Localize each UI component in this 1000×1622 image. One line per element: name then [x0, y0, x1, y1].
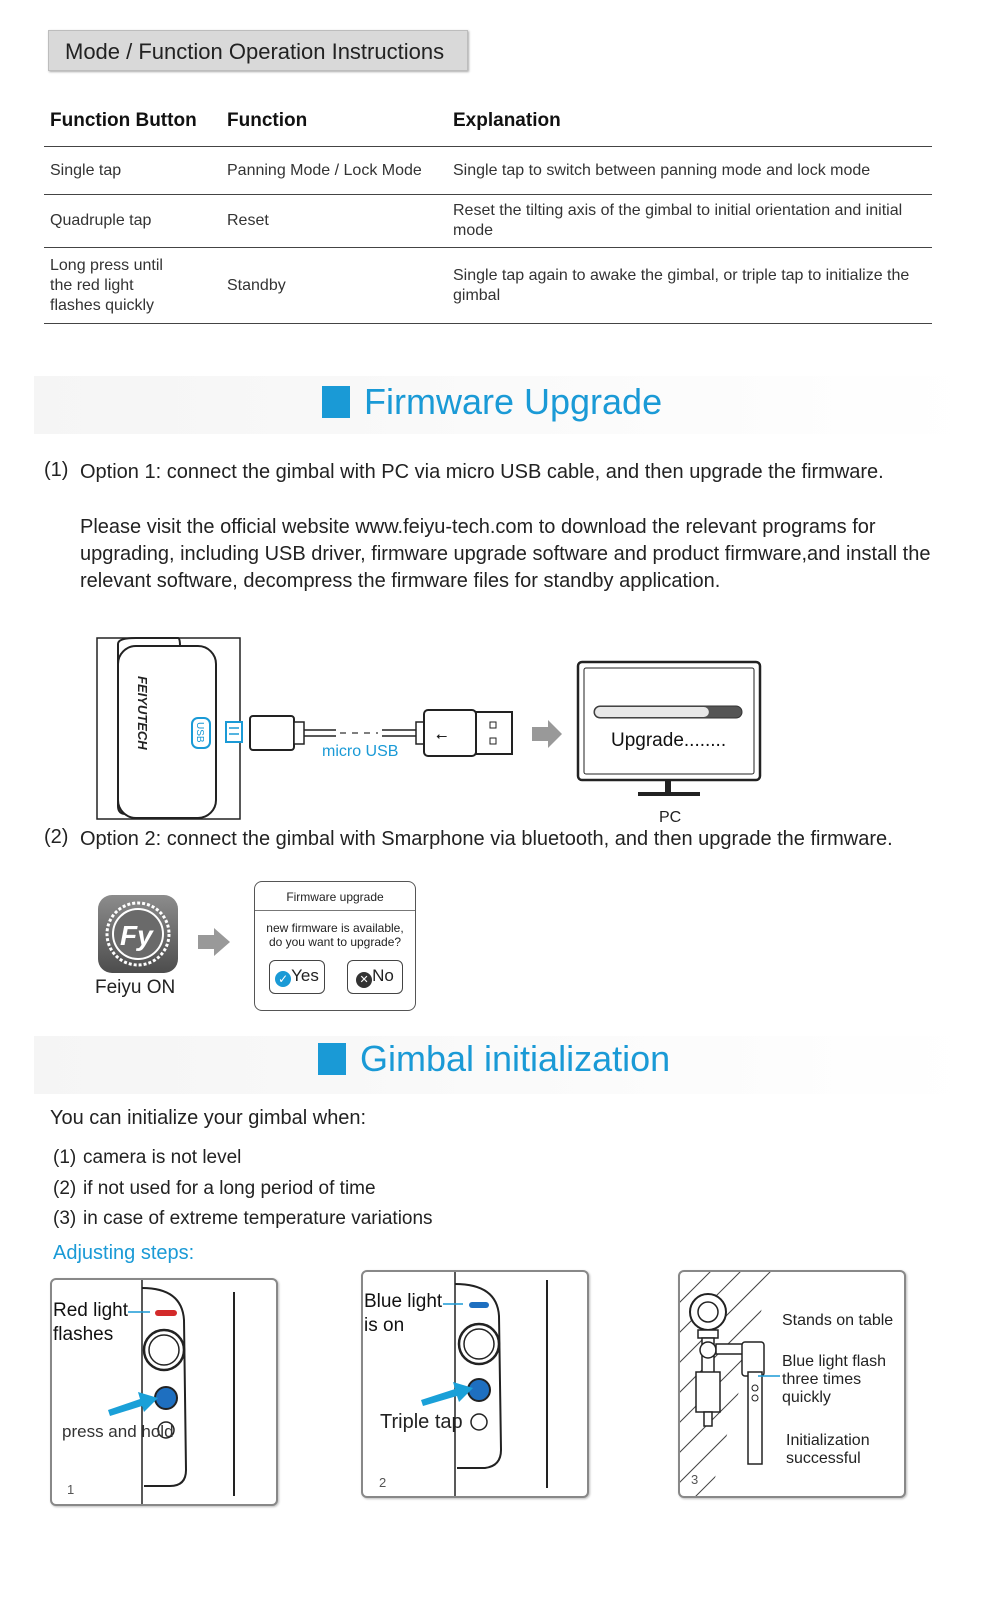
- option2-text: Option 2: connect the gimbal with Smarphone via bluetooth, and then upgrade the firmware.: [80, 828, 893, 850]
- dialog-message-line1: new firmware is available,: [266, 921, 404, 935]
- condition-text-2: if not used for a long period of time: [83, 1178, 376, 1199]
- option2-number: (2): [44, 826, 69, 848]
- cell-explanation: Single tap to switch between panning mode and lock mode: [447, 147, 932, 195]
- mode-section-title: Mode / Function Operation Instructions: [48, 30, 468, 71]
- table-row: [44, 248, 932, 324]
- micro-usb-plug: [250, 716, 294, 750]
- step-3-blue-text-2: three times: [782, 1371, 862, 1388]
- pointer-arrow-icon: [108, 1392, 158, 1416]
- usb-a-plug: [424, 710, 476, 756]
- cell-button: Quadruple tap: [44, 195, 221, 248]
- header-function: Function: [221, 104, 447, 147]
- dialog-yes-label: Yes: [291, 966, 319, 985]
- option1-text: Option 1: connect the gimbal with PC via micro USB cable, and then upgrade the firmware.: [80, 461, 884, 483]
- function-button: [468, 1379, 490, 1401]
- firmware-title-text: Firmware Upgrade: [364, 381, 663, 422]
- arrow-right-icon: [532, 720, 562, 748]
- step-3-number: 3: [691, 1472, 699, 1487]
- condition-num-1: (1): [53, 1147, 77, 1168]
- table-row: [44, 195, 932, 248]
- blue-light-indicator: [469, 1302, 489, 1308]
- dialog-title: Firmware upgrade: [255, 882, 415, 911]
- firmware-upgrade-dialog: [254, 881, 416, 1011]
- step-2-light-text-2: is on: [364, 1315, 405, 1336]
- arrow-right-icon: [198, 926, 232, 958]
- step-1-panel: [50, 1278, 278, 1506]
- visit-website-text: Please visit the official website www.feiyu-tech.com to download the relevant programs for upgrading, including USB driver, firmware upgrade software and product firmware,and install the relevant software, decompress the firmware files for standby application.: [80, 516, 931, 592]
- step-1-light-text-2: flashes: [53, 1324, 114, 1345]
- section-square-icon: [322, 386, 350, 418]
- pc-label: PC: [659, 809, 682, 826]
- header-explanation: Explanation: [447, 104, 932, 147]
- dialog-no-button[interactable]: [347, 960, 403, 994]
- usb-a-metal: [476, 712, 512, 754]
- table-header-row: [44, 104, 932, 147]
- cell-button: Long press until the red light flashes quickly: [44, 248, 221, 324]
- condition-text-1: camera is not level: [83, 1147, 242, 1168]
- cell-function: Panning Mode / Lock Mode: [221, 147, 447, 195]
- option1-number: (1): [44, 459, 69, 481]
- cell-explanation: Single tap again to awake the gimbal, or triple tap to initialize the gimbal: [447, 248, 932, 324]
- app-name: Feiyu ON: [95, 977, 176, 998]
- brand-logo-text: FEIYUTECH: [135, 676, 150, 750]
- usb-symbol-icon: ⭠: [436, 728, 448, 744]
- gimbal-init-title-text: Gimbal initialization: [360, 1038, 671, 1079]
- step-1-number: 1: [67, 1482, 75, 1497]
- section-square-icon: [318, 1043, 346, 1075]
- step-1-action: press and hold: [62, 1422, 174, 1441]
- step-3-panel: [678, 1270, 906, 1498]
- gimbal-init-title: [318, 1038, 670, 1080]
- init-intro: You can initialize your gimbal when:: [50, 1107, 367, 1129]
- table-row: [44, 147, 932, 195]
- feiyu-app-icon: [96, 893, 180, 975]
- dialog-message-line2: do you want to upgrade?: [268, 935, 402, 949]
- micro-usb-tip: [226, 722, 242, 742]
- firmware-title: [322, 381, 662, 423]
- adjusting-steps-label: Adjusting steps:: [53, 1242, 195, 1264]
- cell-button: Single tap: [44, 147, 221, 195]
- pointer-arrow-icon: [421, 1382, 473, 1406]
- function-table: [44, 104, 932, 324]
- condition-num-3: (3): [53, 1208, 77, 1229]
- condition-num-2: (2): [53, 1178, 77, 1199]
- step-3-init-text: Initialization: [786, 1432, 870, 1449]
- step-1-light-text: Red light: [53, 1300, 128, 1321]
- upgrade-progress-fill: [595, 707, 709, 717]
- condition-text-3: in case of extreme temperature variations: [83, 1208, 433, 1229]
- cell-explanation: Reset the tilting axis of the gimbal to initial orientation and initial mode: [447, 195, 932, 248]
- usb-connection-diagram: [96, 636, 776, 826]
- step-3-blue-text: Blue light flash: [782, 1353, 887, 1370]
- app-logo-text: Fy: [120, 920, 153, 951]
- step-3-init-text-2: successful: [786, 1450, 861, 1467]
- step-2-number: 2: [379, 1475, 387, 1490]
- step-3-stand-text: Stands on table: [782, 1312, 894, 1329]
- cell-function: Standby: [221, 248, 447, 324]
- step-2-panel: [361, 1270, 589, 1498]
- dialog-no-label: No: [372, 966, 394, 985]
- check-icon: ✓: [275, 971, 291, 987]
- header-function-button: Function Button: [44, 104, 221, 147]
- close-icon: ✕: [356, 972, 372, 988]
- dialog-yes-button[interactable]: [269, 960, 325, 994]
- micro-usb-label: micro USB: [322, 743, 399, 760]
- cell-function: Reset: [221, 195, 447, 248]
- monitor-stand: [638, 792, 700, 796]
- step-2-action: Triple tap: [380, 1411, 463, 1433]
- red-light-indicator: [155, 1310, 177, 1316]
- usb-port-label: USB: [194, 722, 205, 743]
- step-3-blue-text-3: quickly: [782, 1389, 831, 1406]
- step-2-light-text: Blue light: [364, 1291, 443, 1312]
- function-button: [155, 1387, 177, 1409]
- monitor-upgrade-text: Upgrade........: [611, 730, 727, 751]
